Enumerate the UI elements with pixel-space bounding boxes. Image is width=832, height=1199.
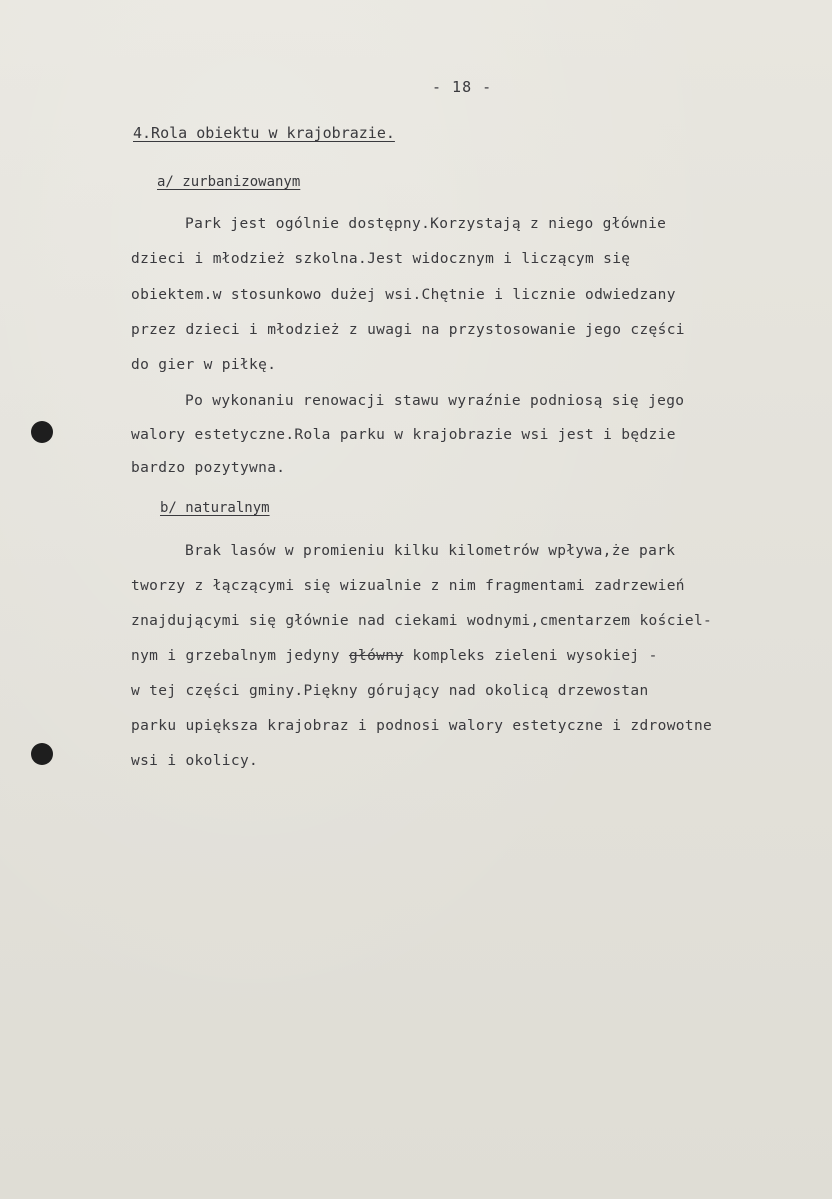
struck-out-word: główny: [348, 648, 404, 664]
subsection-a-title: a/ zurbanizowanym: [157, 174, 301, 190]
punch-hole-bottom: [31, 743, 53, 765]
paragraph-line: Brak lasów w promieniu kilku kilometrów wpływa,że park: [185, 543, 676, 559]
paragraph-line: przez dzieci i młodzież z uwagi na przystosowanie jego części: [131, 322, 685, 338]
paragraph-line: znajdującymi się głównie nad ciekami wodnymi,cmentarzem kościel-: [131, 613, 713, 629]
line-segment: kompleks zieleni wysokiej -: [412, 648, 658, 664]
paragraph-line: w tej części gminy.Piękny górujący nad okolicą drzewostan: [131, 683, 649, 699]
paragraph-line: tworzy z łączącymi się wizualnie z nim fragmentami zadrzewień: [131, 578, 685, 594]
section-heading: 4.Rola obiektu w krajobrazie.: [133, 124, 395, 142]
paragraph-line: Park jest ogólnie dostępny.Korzystają z niego głównie: [185, 216, 667, 232]
paragraph-line: wsi i okolicy.: [131, 753, 259, 769]
paragraph-line: dzieci i młodzież szkolna.Jest widocznym i liczącym się: [131, 251, 631, 267]
paragraph-line: parku upiększa krajobraz i podnosi walory estetyczne i zdrowotne: [131, 718, 713, 734]
page-number: - 18 -: [432, 78, 493, 96]
punch-hole-top: [31, 421, 53, 443]
paragraph-line: walory estetyczne.Rola parku w krajobrazie wsi jest i będzie: [131, 427, 676, 443]
line-segment: nym i grzebalnym jedyny: [131, 648, 340, 664]
subsection-b-title: b/ naturalnym: [160, 500, 270, 516]
paragraph-line: bardzo pozytywna.: [131, 460, 286, 476]
paragraph-line: Po wykonaniu renowacji stawu wyraźnie podniosą się jego: [185, 393, 685, 409]
paragraph-line: obiektem.w stosunkowo dużej wsi.Chętnie i licznie odwiedzany: [131, 287, 676, 303]
paragraph-line: do gier w piłkę.: [131, 357, 277, 373]
paragraph-line-with-strikeout: [131, 648, 658, 664]
